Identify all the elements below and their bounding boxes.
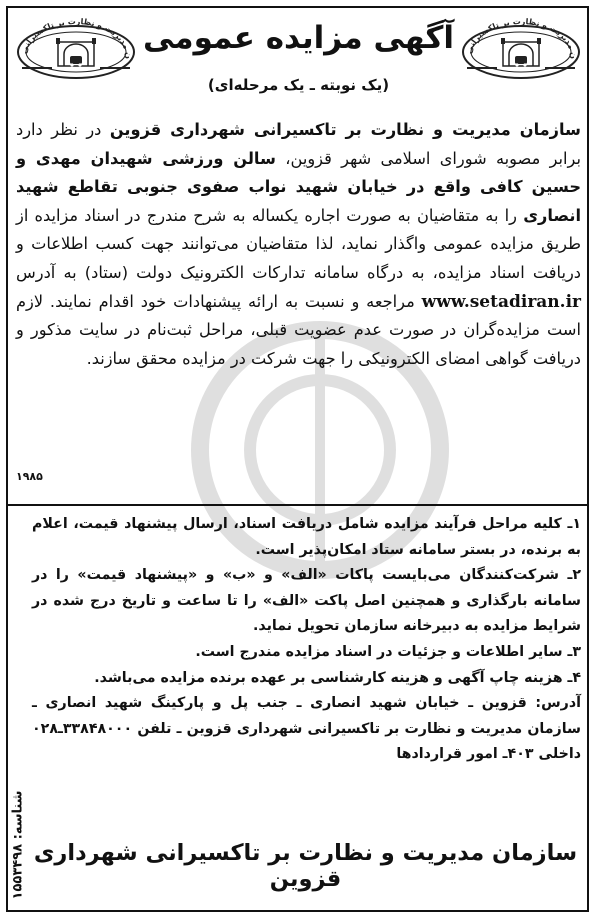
ad-id-vertical: [8, 780, 28, 910]
ad-id-text: شناسه: ۱۵۵۳۴۹۸: [10, 790, 26, 900]
term-item: ۳ـ سایر اطلاعات و جزئیات در اسناد مزایده مندرج است.: [195, 643, 581, 660]
intro-text-3: مراجعه و نسبت به ارائه پیشنهادات خود اقدام نمایند. لازم است مزایده‌گران در صورت عدم عضویت قبلی، مراحل ثبت‌نام در سایت مذکور و دریافت گواهی امضای الکترونیکی را جهت شرکت در مزایده محقق سازند.: [16, 291, 581, 368]
intro-text-1: در نظر دارد برابر مصوبه شورای اسلامی شهر قزوین،: [16, 120, 581, 168]
term-item: ۱ـ کلیه مراحل فرآیند مزایده شامل دریافت اسناد، ارسال پیشنهاد قیمت، اعلام به برنده، در بستر سامانه ستاد امکان‌پذیر است.: [32, 516, 581, 558]
logo-arc-text: ن مدیریت و نظارت بر تاکسیرانی: [464, 16, 579, 60]
section-divider: [8, 504, 589, 506]
address-text: آدرس: قزوین ـ خیابان شهید انصاری ـ جنب پل و پارکینگ شهید انصاری ـ سازمان مدیریت و نظارت بر تاکسیرانی شهرداری قزوین ـ تلفن ۳۳۸۴۸۰۰۰ـ۰۲۸ داخلی ۴۰۳ـ امور قراردادها: [32, 695, 581, 763]
footer-organization: سازمان مدیریت و نظارت بر تاکسیرانی شهرداری قزوین: [33, 840, 578, 892]
term-item: ۲ـ شرکت‌کنندگان می‌بایست پاکات «الف» و «ب» و «پیشنهاد قیمت» را در سامانه بارگذاری و همچنین اصل پاکت «الف» را تا ساعت و تاریخ درج شده در شرایط مزایده به دبیرخانه سازمان تحویل نماید.: [32, 567, 581, 635]
ad-title: آگهی مزایده عمومی: [143, 20, 454, 56]
intro-text-2: را به متقاضیان به صورت اجاره یکساله به شرح مندرج در اسناد مزایده از طریق مزایده عمومی واگذار نماید، لذا متقاضیان می‌توانند جهت کسب اطلاعات و دریافت اسناد مزایده، به درگاه سامانه تدارکات الکترونیک دولت (ستاد) به آدرس: [16, 205, 581, 282]
venue-name: سالن ورزشی شهیدان مهدی و حسین کافی واقع در خیابان شهید نواب صفوی جنوبی تقاطع شهید انصاری: [16, 148, 581, 225]
website-url: www.setadiran.ir: [421, 291, 581, 312]
organization-name: سازمان مدیریت و نظارت بر تاکسیرانی شهرداری قزوین: [109, 120, 581, 139]
logo-arc-text: ن مدیریت و نظارت بر تاکسیرانی: [19, 16, 134, 60]
organization-logo-right: [457, 12, 585, 84]
organization-logo-left: [12, 12, 140, 84]
terms-section: [32, 512, 581, 768]
side-number: ۱۹۸۵: [16, 470, 43, 483]
term-item: ۴ـ هزینه چاپ آگهی و هزینه کارشناسی بر عهده برنده مزایده می‌باشد.: [94, 669, 581, 686]
intro-paragraph: [16, 116, 581, 373]
ad-subtitle: (یک نوبته ـ یک مرحله‌ای): [207, 76, 390, 94]
